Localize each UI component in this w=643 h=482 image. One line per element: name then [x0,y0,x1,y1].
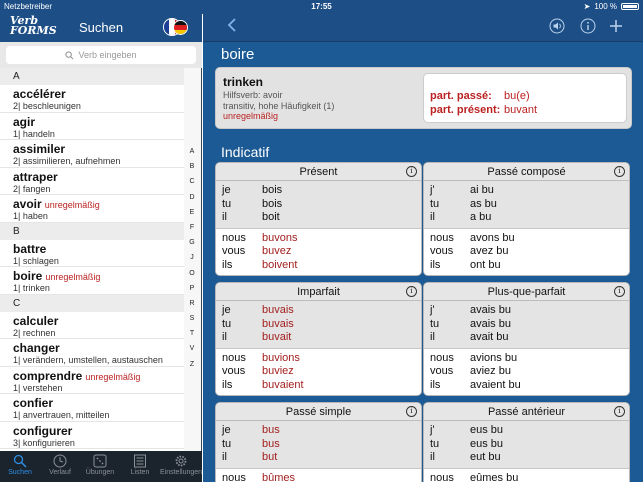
conjugation-row [216,379,421,393]
pronoun: j' [430,424,435,436]
verb-form: as bu [470,197,497,210]
participles-box [423,73,627,123]
index-letter[interactable]: T [189,330,195,338]
pronoun: vous [222,365,246,378]
verb-form: avais bu [470,317,511,330]
conjugation-row [424,259,629,273]
sidebar [0,0,202,482]
pronoun: ils [430,258,441,271]
list-item[interactable] [0,140,184,168]
info-icon[interactable]: i [406,406,417,417]
conjugation-row [424,424,629,438]
verb-translation: 2| beschleunigen [13,101,81,111]
german-flag-icon [173,20,188,35]
auxiliary-verb: Hilfsverb: avoir [223,90,283,100]
verb-name: accélérer [13,87,66,101]
search-bar [0,42,202,68]
verb-form: buvaient [262,378,304,391]
verb-form: bus [262,437,280,450]
conjugation-row [424,245,629,259]
present-participle-label: part. présent: [430,104,501,116]
tense-header [216,283,421,301]
tab-verlauf[interactable] [40,451,80,482]
verb-name: battre [13,241,47,256]
irregular-label: unregelmäßig [223,111,279,121]
gear-icon [174,454,188,468]
pronoun: j' [430,184,435,196]
info-icon[interactable]: i [406,166,417,177]
detail-pane [203,0,643,482]
verb-form: buviez [262,365,294,378]
conjugation-row [216,424,421,438]
singular-block [424,301,629,349]
conjugation-row [216,365,421,379]
pronoun: il [430,211,435,224]
irregular-badge: unregelmäßig [44,200,100,210]
conjugation-row [216,318,421,332]
translation: trinken [223,75,264,89]
index-letter[interactable]: E [189,208,195,216]
pronoun: vous [430,365,454,378]
plural-block [424,469,629,482]
verb-name: boire unregelmäßig [13,269,101,283]
conjugation-row [424,184,629,198]
verb-translation: 1| handeln [13,128,55,139]
conjugation-row [424,472,629,482]
back-chevron-icon[interactable] [227,18,237,32]
verb-name: agir [13,114,36,129]
tense-header [216,163,421,181]
pronoun: il [222,451,227,464]
verb-translation: 1| verändern, umstellen, austauschen [13,355,163,365]
conjugation-row [216,438,421,452]
list-item[interactable] [0,339,184,367]
list-item[interactable] [0,394,184,422]
tab-bar [0,451,202,482]
singular-block [216,421,421,469]
pronoun: nous [430,351,454,364]
verb-form: eus bu [470,424,504,436]
pronoun: nous [430,231,454,244]
tab-listen[interactable] [120,451,160,482]
battery-icon [621,3,639,10]
tab-label: Einstellungen [160,469,203,476]
verb-translation: 1| trinken [13,283,50,293]
list-item[interactable] [0,168,184,196]
index-letter[interactable]: O [189,269,195,277]
add-icon[interactable] [608,18,624,34]
verb-form: ai bu [470,184,494,196]
section-header: C [0,295,184,312]
verb-form: bûmes [262,471,296,482]
index-letter[interactable]: R [189,299,195,307]
verb-name: comprendre unregelmäßig [13,368,141,383]
conjugation-row [424,451,629,465]
pronoun: nous [222,231,246,244]
tab-label: Verlauf [49,469,71,476]
mood-heading: Indicatif [221,144,270,160]
verb-form: avait bu [470,331,509,344]
verb-name: calculer [13,313,59,328]
verb-form: boivent [262,258,298,271]
battery-label: 100 % [594,2,617,11]
verb-form: buvais [262,317,294,330]
dice-icon [93,454,107,468]
conjugation-row [216,352,421,366]
conjugation-row [424,232,629,246]
plural-block [424,349,629,396]
conjugation-row [424,318,629,332]
verb-name: assimiler [13,142,66,156]
list-item[interactable] [0,113,184,141]
verb-translation: 2| fangen [13,183,51,194]
search-input[interactable] [6,46,196,64]
list-item[interactable] [0,367,184,395]
info-icon[interactable]: i [614,406,625,417]
pronoun: tu [430,437,440,450]
verb-form: buvions [262,351,300,364]
verb-name: confier [13,396,54,410]
verb-form: eus bu [470,437,504,450]
conjugation-row [216,184,421,198]
list-item[interactable] [0,85,184,113]
index-letter[interactable]: B [189,163,195,171]
pronoun: tu [430,197,440,210]
pronoun: ils [430,378,441,391]
tense-card [215,162,422,276]
conjugation-row [216,259,421,273]
verb-form: avaient bu [470,378,521,391]
search-icon [13,454,27,468]
list-item[interactable] [0,312,184,340]
tense-card [215,282,422,396]
verb-title: boire [221,46,255,63]
verb-form: buvait [262,331,292,344]
index-letter[interactable]: P [189,284,195,292]
list-item[interactable] [0,422,184,450]
search-placeholder: Verb eingeben [78,50,137,60]
index-letter[interactable]: Z [189,360,195,368]
index-letter[interactable]: G [189,239,195,247]
conjugation-row [216,304,421,318]
singular-block [216,181,421,229]
singular-block [424,421,629,469]
tense-header [216,403,421,421]
pronoun: ils [222,378,233,391]
tense-header [424,163,629,181]
verb-form: avons bu [470,231,515,244]
singular-block [216,301,421,349]
pronoun: il [222,211,227,224]
verb-form: bois [262,197,283,210]
pronoun: je [222,184,231,196]
verb-translation: 3| konfigurieren [13,437,75,448]
info-icon[interactable]: i [406,286,417,297]
verb-meta: transitiv, hohe Häufigkeit (1) [223,101,335,111]
verb-translation: 1| haben [13,211,48,221]
pronoun: tu [222,437,232,450]
tense-name: Présent [299,166,338,178]
conjugation-row [424,438,629,452]
index-letter[interactable]: A [189,148,195,155]
conjugation-row [216,245,421,259]
speaker-icon[interactable] [549,18,565,34]
verb-form: avais bu [470,304,511,316]
conjugation-row [424,352,629,366]
conjugation-row [424,331,629,345]
section-header: A [0,68,184,85]
index-letter[interactable]: S [189,315,195,323]
pronoun: je [222,304,231,316]
section-header: B [0,223,184,240]
tense-card [423,162,630,276]
verb-name: attraper [13,169,58,184]
past-participle-label: part. passé: [430,90,492,102]
verb-form: buvons [262,231,298,244]
tense-card [423,282,630,396]
verb-form: but [262,451,278,464]
tense-card [215,402,422,482]
verb-form: avions bu [470,351,518,364]
tense-header [424,283,629,301]
tab-übungen[interactable] [80,451,120,482]
verb-form: avez bu [470,245,509,258]
index-letter[interactable]: F [189,223,195,231]
conjugation-row [216,198,421,212]
conjugation-row [216,211,421,225]
conjugation-row [216,472,421,482]
info-icon[interactable]: i [614,166,625,177]
tab-einstellungen[interactable] [160,451,202,482]
pronoun: il [430,451,435,464]
info-icon[interactable] [580,18,596,34]
index-letter[interactable]: J [190,254,194,262]
pronoun: vous [222,245,246,258]
conjugation-row [424,379,629,393]
plural-block [216,349,421,396]
status-right [584,2,639,11]
pronoun: j' [430,304,435,316]
pronoun: nous [222,471,246,482]
conjugation-row [216,451,421,465]
verb-list[interactable] [0,68,184,451]
tense-name: Imparfait [297,286,340,298]
verb-form: ont bu [470,258,501,271]
conjugation-row [424,211,629,225]
pronoun: je [222,424,231,436]
index-letter[interactable]: C [189,178,195,186]
verb-form: eut bu [470,451,501,464]
tense-name: Passé simple [285,406,352,418]
carrier-label: Netzbetreiber [4,2,53,11]
verb-translation: 1| anvertrauen, mitteilen [13,410,110,420]
pronoun: ils [222,258,233,271]
tab-suchen[interactable] [0,451,40,482]
verb-info-card [215,67,632,129]
plural-block [424,229,629,276]
verb-form: a bu [470,211,492,224]
clock-icon [53,454,67,468]
list-icon [133,454,147,468]
verb-form: boit [262,211,280,224]
verb-form: aviez bu [470,365,511,378]
singular-block [424,181,629,229]
tense-header [424,403,629,421]
pronoun: il [222,331,227,344]
irregular-badge: unregelmäßig [85,371,141,382]
info-icon[interactable]: i [614,286,625,297]
irregular-badge: unregelmäßig [45,272,101,282]
conjugation-row [216,232,421,246]
language-flag-button[interactable] [163,18,189,36]
pronoun: tu [430,317,440,330]
conjugation-row [216,331,421,345]
verb-form: bois [262,184,283,196]
pronoun: nous [222,351,246,364]
tense-name: Passé antérieur [487,406,566,418]
tab-label: Übungen [85,469,115,476]
verb-translation: 1| schlagen [13,255,59,266]
verb-form: bus [262,424,280,436]
pronoun: vous [430,245,454,258]
verb-name: changer [13,341,60,355]
alphabet-index[interactable] [184,148,200,376]
index-letter[interactable]: D [189,193,195,201]
verb-translation: 1| verstehen [13,382,63,393]
tab-label: Listen [130,469,150,476]
status-bar [0,0,643,14]
verb-form: eûmes bu [470,471,519,482]
conjugation-row [424,198,629,212]
list-item[interactable] [0,267,184,295]
sidebar-title: Suchen [78,20,124,35]
pronoun: tu [222,317,232,330]
pronoun: nous [430,471,454,482]
verb-form: buvez [262,245,292,258]
past-participle-value: bu(e) [504,90,530,102]
clock: 17:55 [311,2,332,11]
pronoun: il [430,331,435,344]
tab-label: Suchen [8,469,32,476]
tense-name: Plus-que-parfait [487,286,566,298]
pronoun: tu [222,197,232,210]
list-item[interactable] [0,195,184,223]
conjugation-row [424,304,629,318]
app-logo: Verb FORMS [10,14,57,37]
verb-name: configurer [13,423,73,438]
tense-card [423,402,630,482]
conjugation-row [424,365,629,379]
list-item[interactable] [0,240,184,268]
verb-name: avoir unregelmäßig [13,197,100,211]
present-participle-value: buvant [504,104,538,116]
plural-block [216,469,421,482]
search-icon [65,51,74,60]
verb-translation: 2| rechnen [13,327,56,338]
verb-form: buvais [262,304,294,316]
tense-name: Passé composé [487,166,566,178]
location-icon: ➤ [583,2,591,11]
plural-block [216,229,421,276]
index-letter[interactable]: V [189,345,195,353]
verb-translation: 2| assimilieren, aufnehmen [13,156,121,166]
